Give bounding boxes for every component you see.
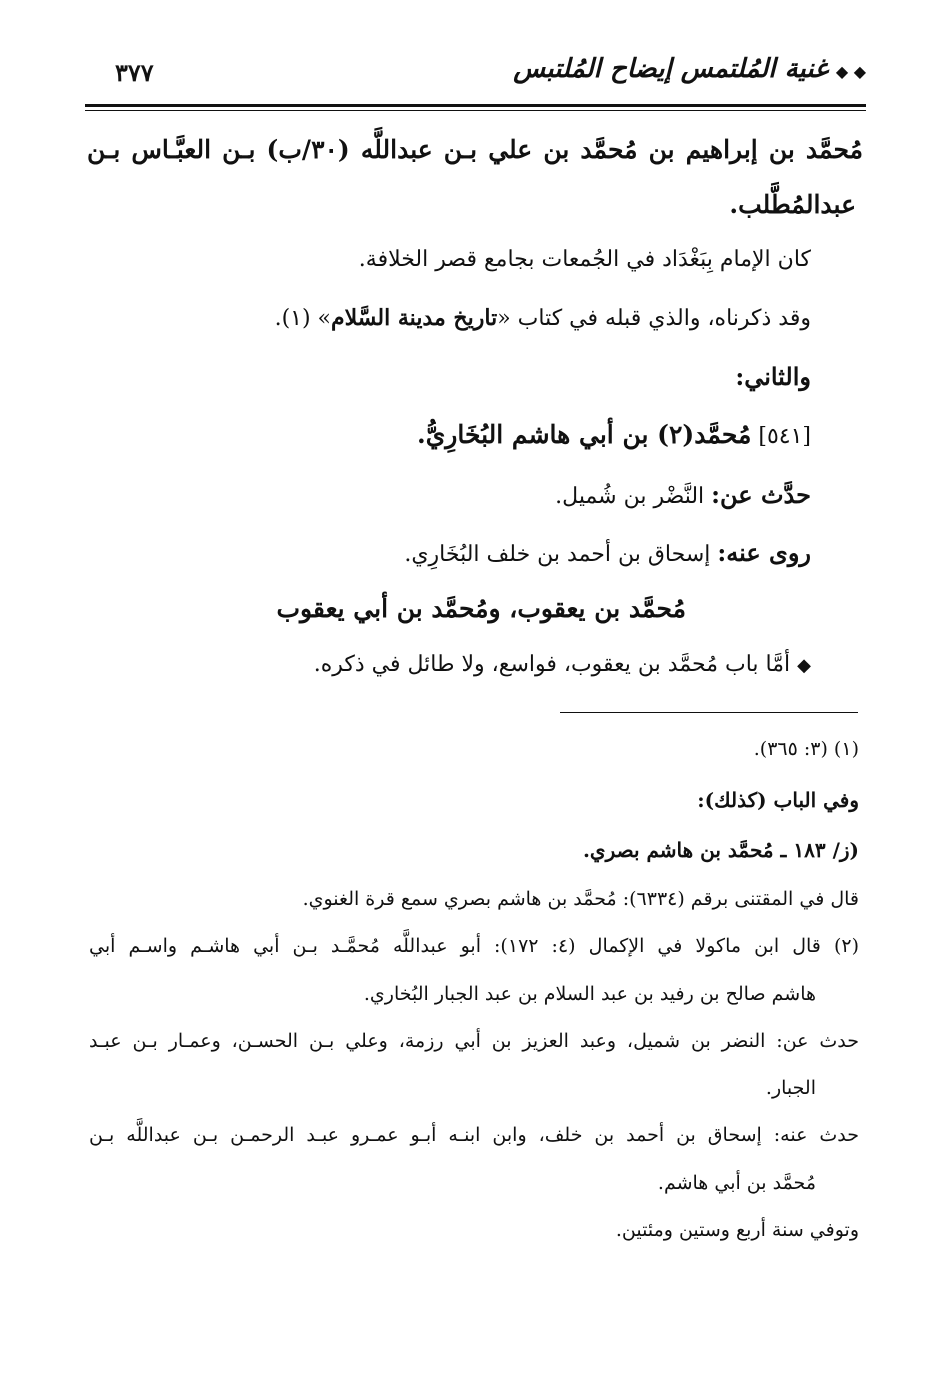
entry-label-second: والثاني: bbox=[735, 362, 811, 391]
body-line-4-prefix: وقد ذكرناه، والذي قبله في كتاب « bbox=[497, 306, 811, 331]
body-line-10-text: أمَّا باب مُحمَّد بن يعقوب، فواسع، ولا طائل في ذكره. bbox=[313, 652, 791, 677]
footnote-2-line-1: (٢) قال ابن ماكولا في الإكمال (٤: ١٧٢): أبو عبداللَّه مُحمَّـد بـن أبي هاشـم واسـم أبي bbox=[89, 935, 860, 957]
body-line-2: عبدالمُطَّلب. bbox=[729, 190, 856, 219]
footnote-zawaid-entry: (ز/ ١٨٣ ـ مُحمَّد بن هاشم بصري. bbox=[582, 838, 859, 862]
section-heading: مُحمَّد بن يعقوب، ومُحمَّد بن أبي يعقوب bbox=[276, 594, 686, 623]
footnote-2-line-5: حدث عنه: إسحاق بن أحمد بن خلف، وابن ابنـه أبـو عمـرو عبـد الرحمـن بـن عبداللَّه بـن bbox=[89, 1124, 859, 1146]
footnote-1: (١) (٣: ٣٦٥). bbox=[753, 738, 859, 760]
footnote-2-line-2: هاشم صالح بن رفيد بن عبد السلام بن عبد الجبار البُخاري. bbox=[363, 983, 816, 1005]
narrated-from-line bbox=[555, 480, 811, 509]
bullet-icon: ◆ bbox=[797, 655, 811, 676]
header-rule-thick bbox=[85, 104, 866, 107]
header-ornament: ◆ ◆ bbox=[835, 62, 866, 81]
entry-number: [٥٤١] bbox=[758, 424, 811, 449]
narrated-from-text: النَّضْر بن شُميل. bbox=[555, 484, 705, 509]
body-line-4-suffix: » (١). bbox=[274, 306, 332, 331]
running-title bbox=[513, 54, 866, 84]
footnote-also-in-chapter: وفي الباب (كذلك): bbox=[697, 788, 859, 812]
footnote-2-line-6: مُحمَّد بن أبي هاشم. bbox=[657, 1172, 816, 1194]
footnote-2-line-7: وتوفي سنة أربع وستين ومئتين. bbox=[615, 1219, 859, 1241]
narrated-by-label: روى عنه: bbox=[717, 538, 811, 567]
body-line-10 bbox=[314, 652, 811, 677]
running-header bbox=[85, 52, 866, 96]
book-title: غنية المُلتمس إيضاح المُلتبس bbox=[513, 54, 828, 84]
narrated-by-text: إسحاق بن أحمد بن خلف البُخَارِي. bbox=[404, 542, 711, 567]
footnote-separator bbox=[560, 712, 858, 713]
body-line-3: كان الإمام بِبَغْدَاد في الجُمعات بجامع قصر الخلافة. bbox=[358, 247, 811, 272]
body-line-4 bbox=[275, 305, 811, 331]
footnote-2-line-3: حدث عن: النضر بن شميل، وعبد العزيز بن أبي رزمة، وعلي بـن الحسـن، وعمـار بـن عبـد bbox=[89, 1030, 859, 1052]
header-rule-thin bbox=[85, 110, 866, 111]
footnote-muqtana: قال في المقتنى برقم (٦٣٣٤): مُحمَّد بن هاشم بصري سمع قرة الغنوي. bbox=[302, 888, 859, 910]
body-line-1: مُحمَّد بن إبراهيم بن مُحمَّد بن علي بـن عبداللَّه (٣٠/ب) بـن العبَّـاس بـن bbox=[87, 135, 864, 164]
narrated-by-line bbox=[404, 538, 811, 567]
footnote-2-line-4: الجبار. bbox=[765, 1077, 816, 1099]
entry-heading bbox=[417, 420, 811, 449]
entry-name: مُحمَّد(٢) بن أبي هاشم البُخَارِيُّ. bbox=[417, 420, 752, 449]
narrated-from-label: حدَّث عن: bbox=[711, 480, 811, 509]
page-number: ٣٧٧ bbox=[115, 58, 154, 87]
book-reference: تاريخ مدينة السَّلام bbox=[331, 305, 498, 331]
